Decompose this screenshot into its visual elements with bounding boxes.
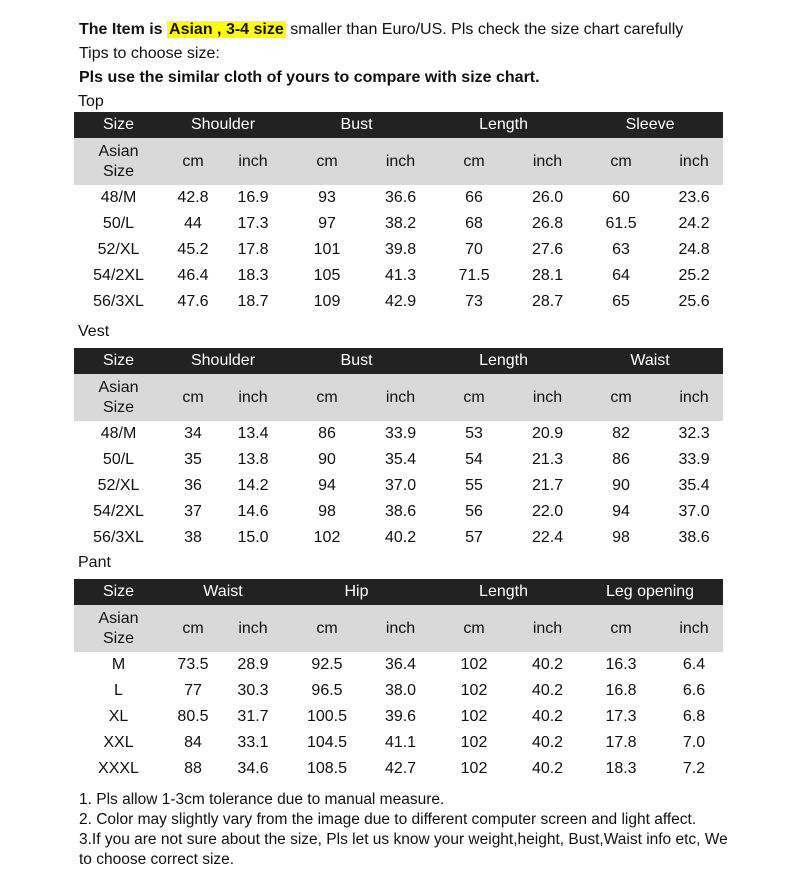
value-cell: 28.9 (237, 656, 269, 673)
column-header: Waist (577, 348, 723, 374)
size-cell: XXXL (98, 760, 139, 777)
value-cell: 26.0 (531, 189, 564, 206)
value-cell: 17.8 (237, 241, 269, 258)
size-table-vest (74, 348, 723, 551)
value-cell: 55 (465, 477, 483, 494)
value-cell: 35.4 (384, 451, 417, 468)
value-cell: 61.5 (605, 215, 637, 232)
value-cell: 39.8 (384, 241, 417, 258)
value-cell: 17.3 (605, 708, 637, 725)
section-title-vest: Vest (78, 323, 110, 340)
table-row (74, 289, 723, 315)
value-cell: 37 (184, 503, 202, 520)
value-cell: 17.3 (237, 215, 269, 232)
unit-inch: inch (371, 374, 430, 421)
value-cell: 65 (612, 293, 630, 310)
column-header: Bust (283, 348, 430, 374)
column-header: Length (430, 112, 577, 138)
value-cell: 14.6 (237, 503, 269, 520)
unit-inch: inch (371, 138, 430, 185)
value-cell: 40.2 (531, 682, 564, 699)
value-cell: 40.2 (531, 760, 564, 777)
value-cell: 102 (460, 760, 488, 777)
table-subheader-row (74, 605, 723, 652)
size-cell: 56/3XL (93, 293, 144, 310)
unit-inch: inch (665, 374, 723, 421)
value-cell: 94 (612, 503, 630, 520)
value-cell: 98 (612, 529, 630, 546)
asian-size-label: Asian Size (74, 605, 163, 652)
table-row (74, 525, 723, 551)
value-cell: 70 (465, 241, 483, 258)
column-header: Bust (283, 112, 430, 138)
value-cell: 13.8 (237, 451, 269, 468)
column-header: Hip (283, 579, 430, 605)
value-cell: 105 (313, 267, 341, 284)
value-cell: 38.2 (384, 215, 417, 232)
value-cell: 102 (460, 708, 488, 725)
value-cell: 40.2 (531, 734, 564, 751)
value-cell: 34 (184, 425, 202, 442)
size-cell: XXL (103, 734, 134, 751)
value-cell: 16.3 (605, 656, 637, 673)
value-cell: 38.0 (384, 682, 417, 699)
value-cell: 53 (465, 425, 483, 442)
value-cell: 77 (184, 682, 202, 699)
value-cell: 28.7 (531, 293, 564, 310)
unit-inch: inch (518, 374, 577, 421)
intro-prefix: The Item is (79, 21, 163, 38)
value-cell: 13.4 (237, 425, 269, 442)
value-cell: 68 (465, 215, 483, 232)
size-cell: 54/2XL (93, 503, 144, 520)
table-row (74, 704, 723, 730)
unit-cm: cm (283, 374, 371, 421)
notes (79, 790, 729, 870)
value-cell: 104.5 (306, 734, 348, 751)
value-cell: 100.5 (306, 708, 348, 725)
table-row (74, 652, 723, 678)
value-cell: 26.8 (531, 215, 564, 232)
value-cell: 38 (184, 529, 202, 546)
value-cell: 94 (318, 477, 336, 494)
value-cell: 23.6 (678, 189, 710, 206)
value-cell: 18.7 (237, 293, 269, 310)
column-header: Shoulder (163, 112, 283, 138)
unit-cm: cm (577, 605, 665, 652)
value-cell: 42.8 (177, 189, 209, 206)
note-1: 1. Pls allow 1-3cm tolerance due to manual measure. (79, 791, 445, 808)
value-cell: 84 (184, 734, 202, 751)
value-cell: 40.2 (531, 656, 564, 673)
value-cell: 33.1 (237, 734, 269, 751)
size-cell: 48/M (100, 189, 137, 206)
size-cell: 56/3XL (93, 529, 144, 546)
value-cell: 64 (612, 267, 630, 284)
value-cell: 20.9 (531, 425, 564, 442)
value-cell: 7.2 (682, 760, 706, 777)
unit-inch: inch (665, 138, 723, 185)
value-cell: 33.9 (678, 451, 710, 468)
unit-cm: cm (430, 138, 518, 185)
value-cell: 90 (318, 451, 336, 468)
value-cell: 45.2 (177, 241, 209, 258)
table-row (74, 730, 723, 756)
value-cell: 38.6 (678, 529, 710, 546)
table-row (74, 211, 723, 237)
unit-cm: cm (430, 374, 518, 421)
section-title-top: Top (78, 93, 104, 110)
column-header: Length (430, 579, 577, 605)
value-cell: 80.5 (177, 708, 209, 725)
unit-cm: cm (163, 374, 223, 421)
asian-size-label: Asian Size (74, 374, 163, 421)
unit-inch: inch (518, 605, 577, 652)
table-row (74, 473, 723, 499)
value-cell: 25.6 (678, 293, 710, 310)
unit-inch: inch (371, 605, 430, 652)
size-cell: 52/XL (97, 241, 140, 258)
value-cell: 7.0 (682, 734, 706, 751)
table-row (74, 499, 723, 525)
value-cell: 66 (465, 189, 483, 206)
value-cell: 33.9 (384, 425, 417, 442)
unit-inch: inch (223, 374, 283, 421)
size-cell: 52/XL (97, 477, 140, 494)
value-cell: 88 (184, 760, 202, 777)
size-cell: 48/M (100, 425, 137, 442)
value-cell: 57 (465, 529, 483, 546)
value-cell: 42.7 (384, 760, 417, 777)
value-cell: 32.3 (678, 425, 710, 442)
column-header: Leg opening (577, 579, 723, 605)
value-cell: 98 (318, 503, 336, 520)
value-cell: 96.5 (311, 682, 343, 699)
table-header-row (74, 348, 723, 374)
table-subheader-row (74, 138, 723, 185)
value-cell: 41.3 (384, 267, 417, 284)
value-cell: 25.2 (678, 267, 710, 284)
value-cell: 34.6 (237, 760, 269, 777)
value-cell: 15.0 (237, 529, 269, 546)
value-cell: 86 (612, 451, 630, 468)
table-row (74, 756, 723, 782)
value-cell: 40.2 (384, 529, 417, 546)
value-cell: 16.8 (605, 682, 637, 699)
value-cell: 71.5 (458, 267, 490, 284)
table-header-row (74, 579, 723, 605)
size-cell: M (111, 656, 126, 673)
table-header-row (74, 112, 723, 138)
value-cell: 73.5 (177, 656, 209, 673)
unit-inch: inch (223, 605, 283, 652)
size-table-top (74, 112, 723, 315)
value-cell: 102 (460, 682, 488, 699)
value-cell: 54 (465, 451, 483, 468)
unit-inch: inch (518, 138, 577, 185)
value-cell: 37.0 (384, 477, 417, 494)
size-cell: 54/2XL (93, 267, 144, 284)
value-cell: 24.8 (678, 241, 710, 258)
value-cell: 14.2 (237, 477, 269, 494)
table-row (74, 447, 723, 473)
tips-line: Tips to choose size: (79, 45, 220, 62)
value-cell: 102 (460, 656, 488, 673)
value-cell: 44 (184, 215, 202, 232)
size-table-pant (74, 579, 723, 782)
column-header: Length (430, 348, 577, 374)
table-row (74, 185, 723, 211)
value-cell: 42.9 (384, 293, 417, 310)
value-cell: 41.1 (384, 734, 417, 751)
table-row (74, 237, 723, 263)
asian-size-label: Asian Size (74, 138, 163, 185)
unit-cm: cm (163, 605, 223, 652)
unit-cm: cm (577, 138, 665, 185)
value-cell: 102 (460, 734, 488, 751)
value-cell: 28.1 (531, 267, 564, 284)
value-cell: 6.8 (682, 708, 706, 725)
value-cell: 86 (318, 425, 336, 442)
advice-line: Pls use the similar cloth of yours to compare with size chart. (79, 69, 540, 86)
size-cell: 50/L (102, 215, 135, 232)
value-cell: 109 (313, 293, 341, 310)
value-cell: 21.3 (531, 451, 564, 468)
value-cell: 47.6 (177, 293, 209, 310)
value-cell: 30.3 (237, 682, 269, 699)
value-cell: 108.5 (306, 760, 348, 777)
column-header: Shoulder (163, 348, 283, 374)
unit-cm: cm (163, 138, 223, 185)
value-cell: 35.4 (678, 477, 710, 494)
value-cell: 27.6 (531, 241, 564, 258)
size-cell: L (114, 682, 123, 699)
value-cell: 92.5 (311, 656, 343, 673)
value-cell: 40.2 (531, 708, 564, 725)
value-cell: 18.3 (237, 267, 269, 284)
column-header: Size (74, 348, 163, 374)
table-row (74, 678, 723, 704)
value-cell: 24.2 (678, 215, 710, 232)
value-cell: 46.4 (177, 267, 209, 284)
table-subheader-row (74, 374, 723, 421)
value-cell: 37.0 (678, 503, 710, 520)
column-header: Size (74, 579, 163, 605)
unit-inch: inch (223, 138, 283, 185)
unit-cm: cm (283, 605, 371, 652)
value-cell: 97 (318, 215, 336, 232)
unit-inch: inch (665, 605, 723, 652)
value-cell: 101 (313, 241, 341, 258)
value-cell: 56 (465, 503, 483, 520)
value-cell: 35 (184, 451, 202, 468)
value-cell: 6.6 (682, 682, 706, 699)
value-cell: 31.7 (237, 708, 269, 725)
value-cell: 6.4 (682, 656, 706, 673)
table-row (74, 263, 723, 289)
value-cell: 22.0 (531, 503, 564, 520)
value-cell: 39.6 (384, 708, 417, 725)
size-cell: XL (108, 708, 129, 725)
unit-cm: cm (283, 138, 371, 185)
value-cell: 16.9 (237, 189, 269, 206)
column-header: Waist (163, 579, 283, 605)
column-header: Size (74, 112, 163, 138)
column-header: Sleeve (577, 112, 723, 138)
value-cell: 90 (612, 477, 630, 494)
unit-cm: cm (430, 605, 518, 652)
value-cell: 93 (318, 189, 336, 206)
value-cell: 60 (612, 189, 630, 206)
note-3: 3.If you are not sure about the size, Pls let us know your weight,height, Bust,Waist info etc, We to choose correct size. (79, 831, 728, 868)
value-cell: 63 (612, 241, 630, 258)
value-cell: 22.4 (531, 529, 564, 546)
section-title-pant: Pant (78, 554, 111, 571)
value-cell: 102 (313, 529, 341, 546)
table-row (74, 421, 723, 447)
intro-suffix: smaller than Euro/US. Pls check the size chart carefully (290, 21, 684, 38)
value-cell: 36.6 (384, 189, 417, 206)
value-cell: 18.3 (605, 760, 637, 777)
value-cell: 38.6 (384, 503, 417, 520)
value-cell: 17.8 (605, 734, 637, 751)
size-cell: 50/L (102, 451, 135, 468)
intro-line (79, 21, 683, 39)
value-cell: 82 (612, 425, 630, 442)
value-cell: 21.7 (531, 477, 564, 494)
note-2: 2. Color may slightly vary from the image due to different computer screen and light affect. (79, 811, 697, 828)
unit-cm: cm (577, 374, 665, 421)
value-cell: 73 (465, 293, 483, 310)
intro-highlight: Asian , 3-4 size (169, 21, 284, 38)
value-cell: 36.4 (384, 656, 417, 673)
value-cell: 36 (184, 477, 202, 494)
